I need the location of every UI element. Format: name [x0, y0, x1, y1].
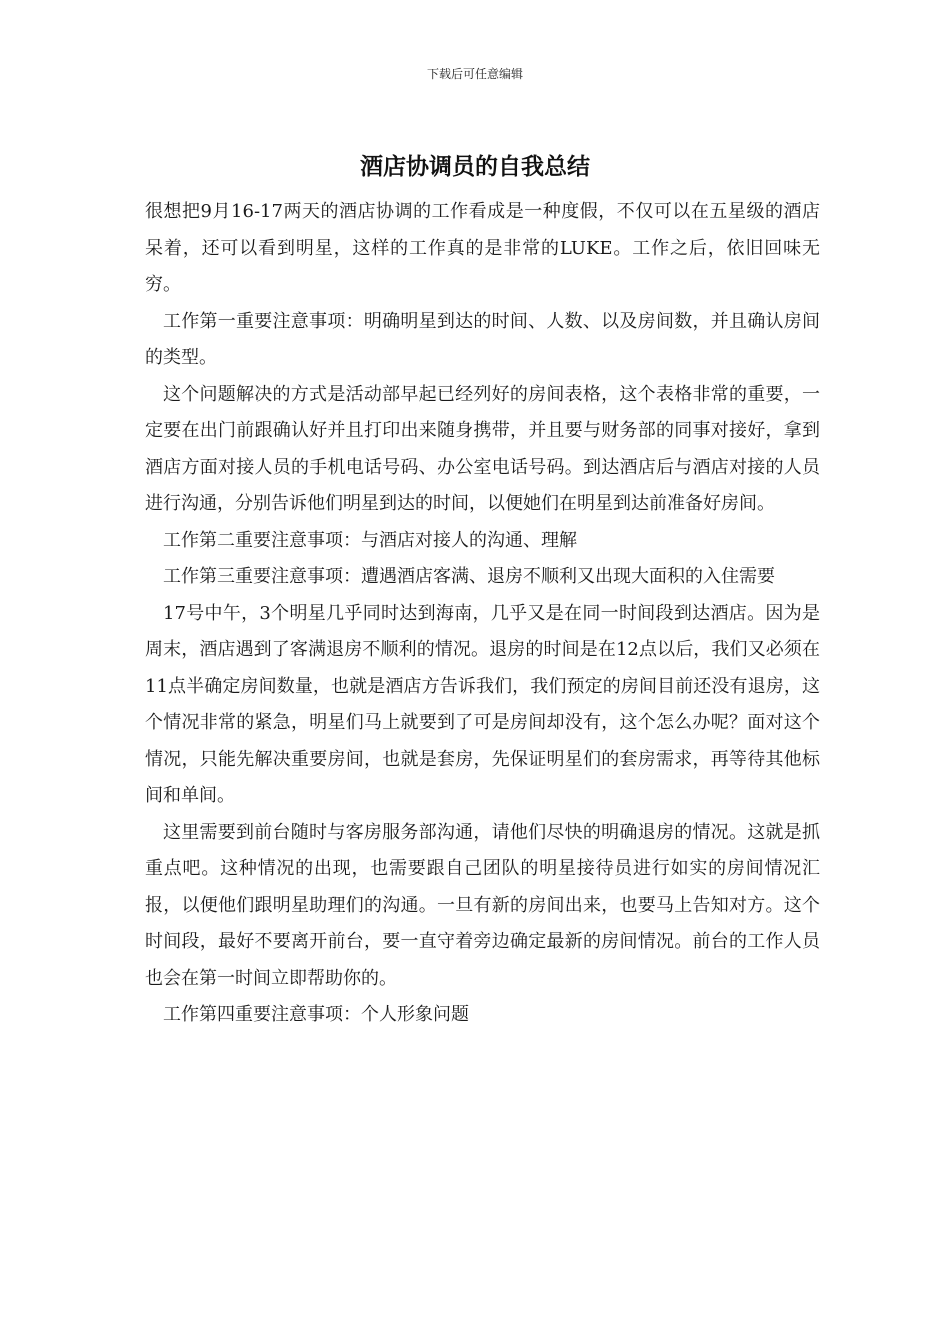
paragraph-solution-1: 这个问题解决的方式是活动部早起已经列好的房间表格，这个表格非常的重要，一定要在出门前跟确认好并且打印出来随身携带，并且要与财务部的同事对接好，拿到酒店方面对接人员的手机电话号码、办公室电话号码。到达酒店后与酒店对接的人员进行沟通，分别告诉他们明星到达的时间，以便她们在明星到达前准备好房间。: [145, 383, 820, 514]
paragraph-intro: 很想把9月16-17两天的酒店协调的工作看成是一种度假，不仅可以在五星级的酒店呆着，还可以看到明星，这样的工作真的是非常的LUKE。工作之后，依旧回味无穷。: [145, 201, 820, 295]
header-note: 下载后可任意编辑: [426, 67, 523, 81]
paragraph-item-1: 工作第一重要注意事项：明确明星到达的时间、人数、以及房间数，并且确认房间的类型。: [145, 310, 820, 368]
paragraph-front-desk: 这里需要到前台随时与客房服务部沟通，请他们尽快的明确退房的情况。这就是抓重点吧。这种情况的出现，也需要跟自己团队的明星接待员进行如实的房间情况汇报，以便他们跟明星助理们的沟通。一旦有新的房间出来，也要马上告知对方。这个时间段，最好不要离开前台，要一直守着旁边确定最新的房间情况。前台的工作人员也会在第一时间立即帮助你的。: [145, 821, 820, 989]
paragraph-item-2: 工作第二重要注意事项：与酒店对接人的沟通、理解: [163, 529, 577, 551]
paragraph-item-3: 工作第三重要注意事项：遭遇酒店客满、退房不顺利又出现大面积的入住需要: [163, 566, 775, 587]
paragraph-case-17th: 17号中午，3个明星几乎同时达到海南，几乎又是在同一时间段到达酒店。因为是周末，酒店遇到了客满退房不顺利的情况。退房的时间是在12点以后，我们又必须在11点半确定房间数量，也就是酒店方告诉我们，我们预定的房间目前还没有退房，这个情况非常的紧急，明星们马上就要到了可是房间却没有，这个怎么办呢？面对这个情况，只能先解决重要房间，也就是套房，先保证明星们的套房需求，再等待其他标间和单间。: [145, 602, 820, 806]
paragraph-item-4: 工作第四重要注意事项：个人形象问题: [163, 1004, 469, 1025]
document-body: [145, 194, 820, 1034]
document-title: 酒店协调员的自我总结: [360, 153, 590, 180]
